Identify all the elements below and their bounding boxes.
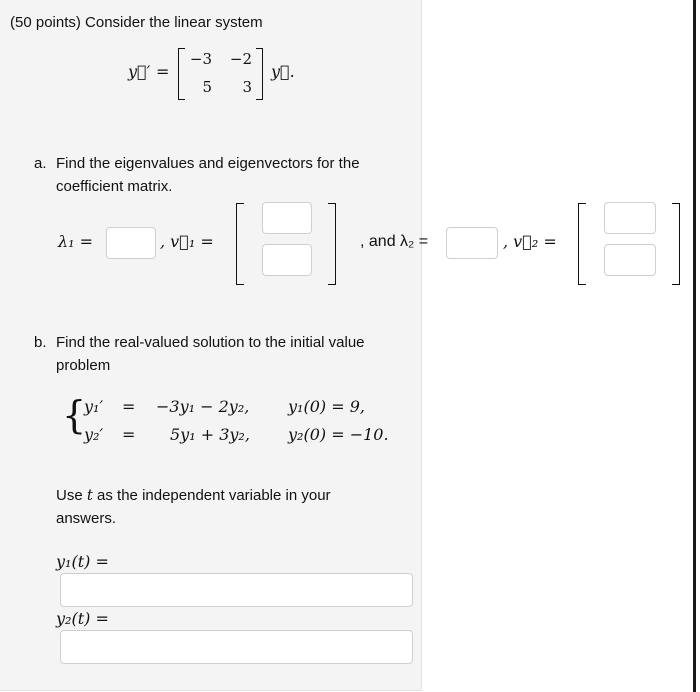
y1-label: y₁(t) = (56, 552, 109, 571)
note-var: t (86, 486, 93, 504)
v2-input-bottom[interactable] (604, 244, 656, 276)
ivp-eq2-equals: = (122, 425, 136, 444)
part-b-note-line (56, 484, 331, 507)
matrix-cell: −3 (189, 50, 212, 68)
ivp-eq2-rhs: 5y₁ + 3y₂, (170, 425, 250, 444)
y2-label: y₂(t) = (56, 609, 109, 628)
v1-right-bracket (328, 203, 336, 285)
note-post: as the independent variable in your (92, 487, 331, 504)
v2-label: , v⃗₂ = (503, 232, 557, 251)
lambda2-label: , and λ₂ = (360, 233, 429, 250)
part-b-note-line: answers. (56, 510, 117, 527)
lambda2-input[interactable] (446, 227, 498, 259)
matrix-cell: 5 (202, 78, 212, 96)
ivp-eq2-ic: y₂(0) = −10. (288, 425, 389, 444)
v2-left-bracket (578, 203, 586, 285)
ivp-eq1-ic: y₁(0) = 9, (288, 397, 365, 416)
ivp-eq2-lhs: y₂′ (84, 425, 104, 444)
part-b-label: b. (34, 334, 47, 351)
ivp-brace: { (62, 393, 87, 437)
system-equals: = (156, 62, 170, 81)
ivp-eq1-equals: = (122, 397, 136, 416)
part-a-text-line: Find the eigenvalues and eigenvectors for the (56, 155, 360, 172)
system-equation (128, 44, 308, 104)
part-b-note (56, 484, 331, 530)
note-pre: Use (56, 487, 87, 504)
part-b-text (56, 331, 365, 377)
part-a-text-line: coefficient matrix. (56, 178, 173, 195)
v1-input-top[interactable] (262, 202, 312, 234)
v2-right-bracket (672, 203, 680, 285)
matrix-cell: 3 (242, 78, 252, 96)
ivp-eq1-lhs: y₁′ (84, 397, 104, 416)
part-a-text (56, 152, 360, 198)
part-b-text-line: problem (56, 357, 111, 374)
matrix-right-bracket (256, 48, 263, 100)
matrix-cell: −2 (229, 50, 252, 68)
lambda1-label: λ₁ = (58, 232, 94, 251)
ivp-eq1-rhs: −3y₁ − 2y₂, (156, 397, 250, 416)
y1-input[interactable] (60, 573, 413, 607)
lambda1-input[interactable] (106, 227, 156, 259)
y2-input[interactable] (60, 630, 413, 664)
question-title: (50 points) Consider the linear system (10, 14, 263, 31)
screen-edge (693, 0, 696, 692)
v1-left-bracket (236, 203, 244, 285)
part-a-label: a. (34, 155, 47, 172)
v2-input-top[interactable] (604, 202, 656, 234)
part-b-text-line: Find the real-valued solution to the initial value (56, 334, 365, 351)
system-lhs: y⃗′ (128, 62, 151, 81)
system-rhs: y⃗. (271, 62, 295, 81)
v1-label: , v⃗₁ = (160, 232, 214, 251)
v1-input-bottom[interactable] (262, 244, 312, 276)
